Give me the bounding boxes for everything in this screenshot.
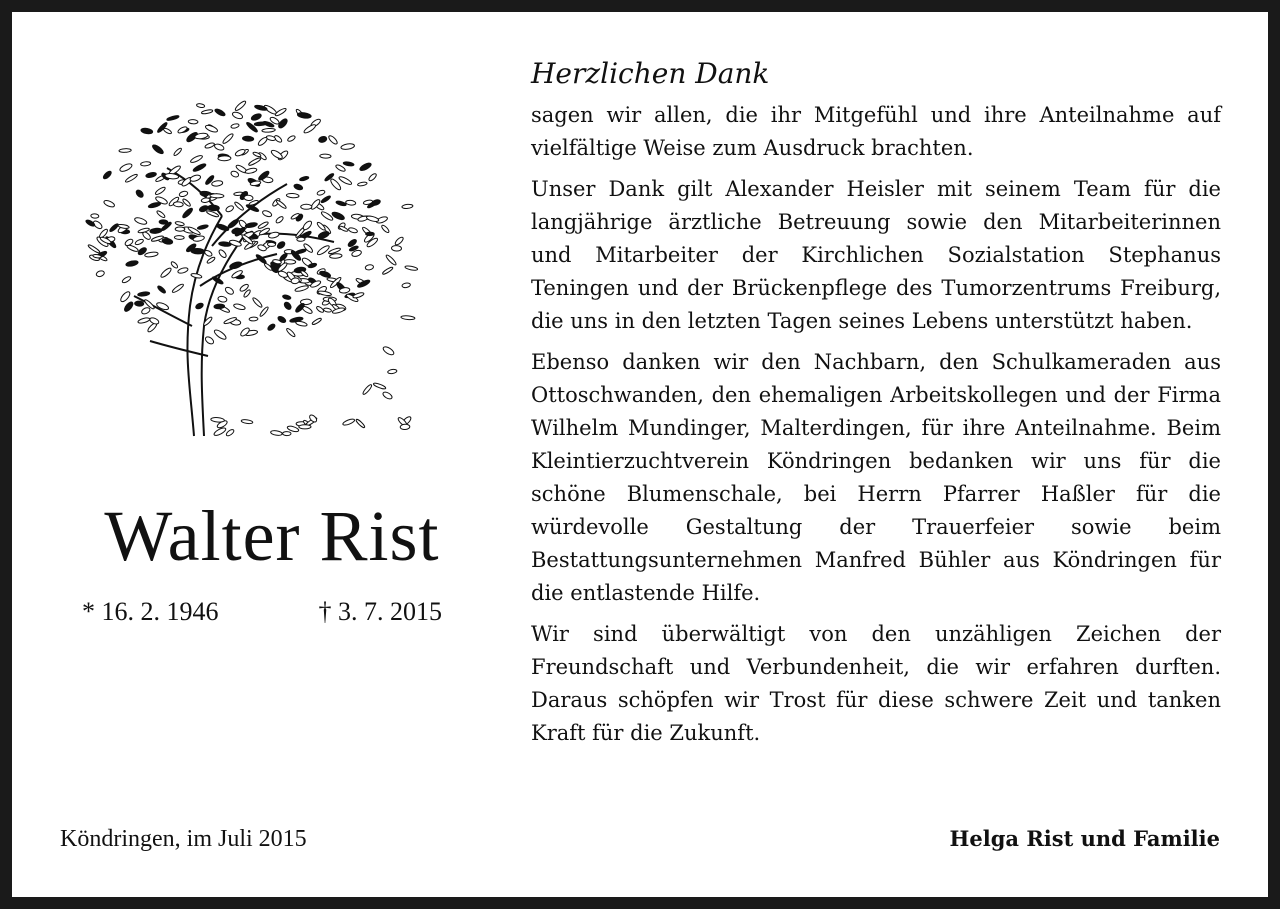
thanks-text (531, 57, 1221, 758)
paragraph-3: Ebenso danken wir den Nachbarn, den Schulkameraden aus Ottoschwanden, den ehemaligen Arbeitskollegen und der Firma Wilhelm Mundinger, Malterdingen, für ihre Anteilnahme. Beim Kleintierzuchtverein Köndringen bedanken wir uns für die schöne Blumenschale, bei Herrn Pfarrer Haßler für die würdevolle Gestaltung der Trauerfeier sowie beim Bestattungsunternehmen Manfred Bühler aus Köndringen für die entlastende Hilfe. (531, 349, 1221, 605)
paragraph-4: Wir sind überwältigt von den unzähligen Zeichen der Freundschaft und Verbundenheit, die wir erfahren durften. Daraus schöpfen wir Trost für diese schwere Zeit und tanken Kraft für die Zukunft. (531, 621, 1221, 745)
signature: Helga Rist und Familie (949, 826, 1220, 851)
paragraph-1: sagen wir allen, die ihr Mitgefühl und ihre Anteilnahme auf vielfältige Weise zum Ausdruck brachten. (531, 102, 1221, 160)
thanks-heading: Herzlichen Dank (531, 57, 770, 90)
life-dates (82, 597, 442, 627)
deceased-name: Walter Rist (104, 496, 440, 576)
death-date: † 3. 7. 2015 (318, 597, 442, 626)
place-and-date: Köndringen, im Juli 2015 (60, 826, 307, 852)
birth-date: * 16. 2. 1946 (82, 597, 219, 626)
obituary-notice (12, 12, 1268, 897)
tree-illustration (72, 56, 422, 446)
paragraph-2: Unser Dank gilt Alexander Heisler mit seinem Team für die langjährige ärztliche Betreuung sowie den Mitarbeiterinnen und Mitarbeiter der Kirchlichen Sozialstation Stephanus Teningen und der Brückenpflege des Tumorzentrums Freiburg, die uns in den letzten Tagen seines Lebens unterstützt haben. (531, 176, 1221, 333)
